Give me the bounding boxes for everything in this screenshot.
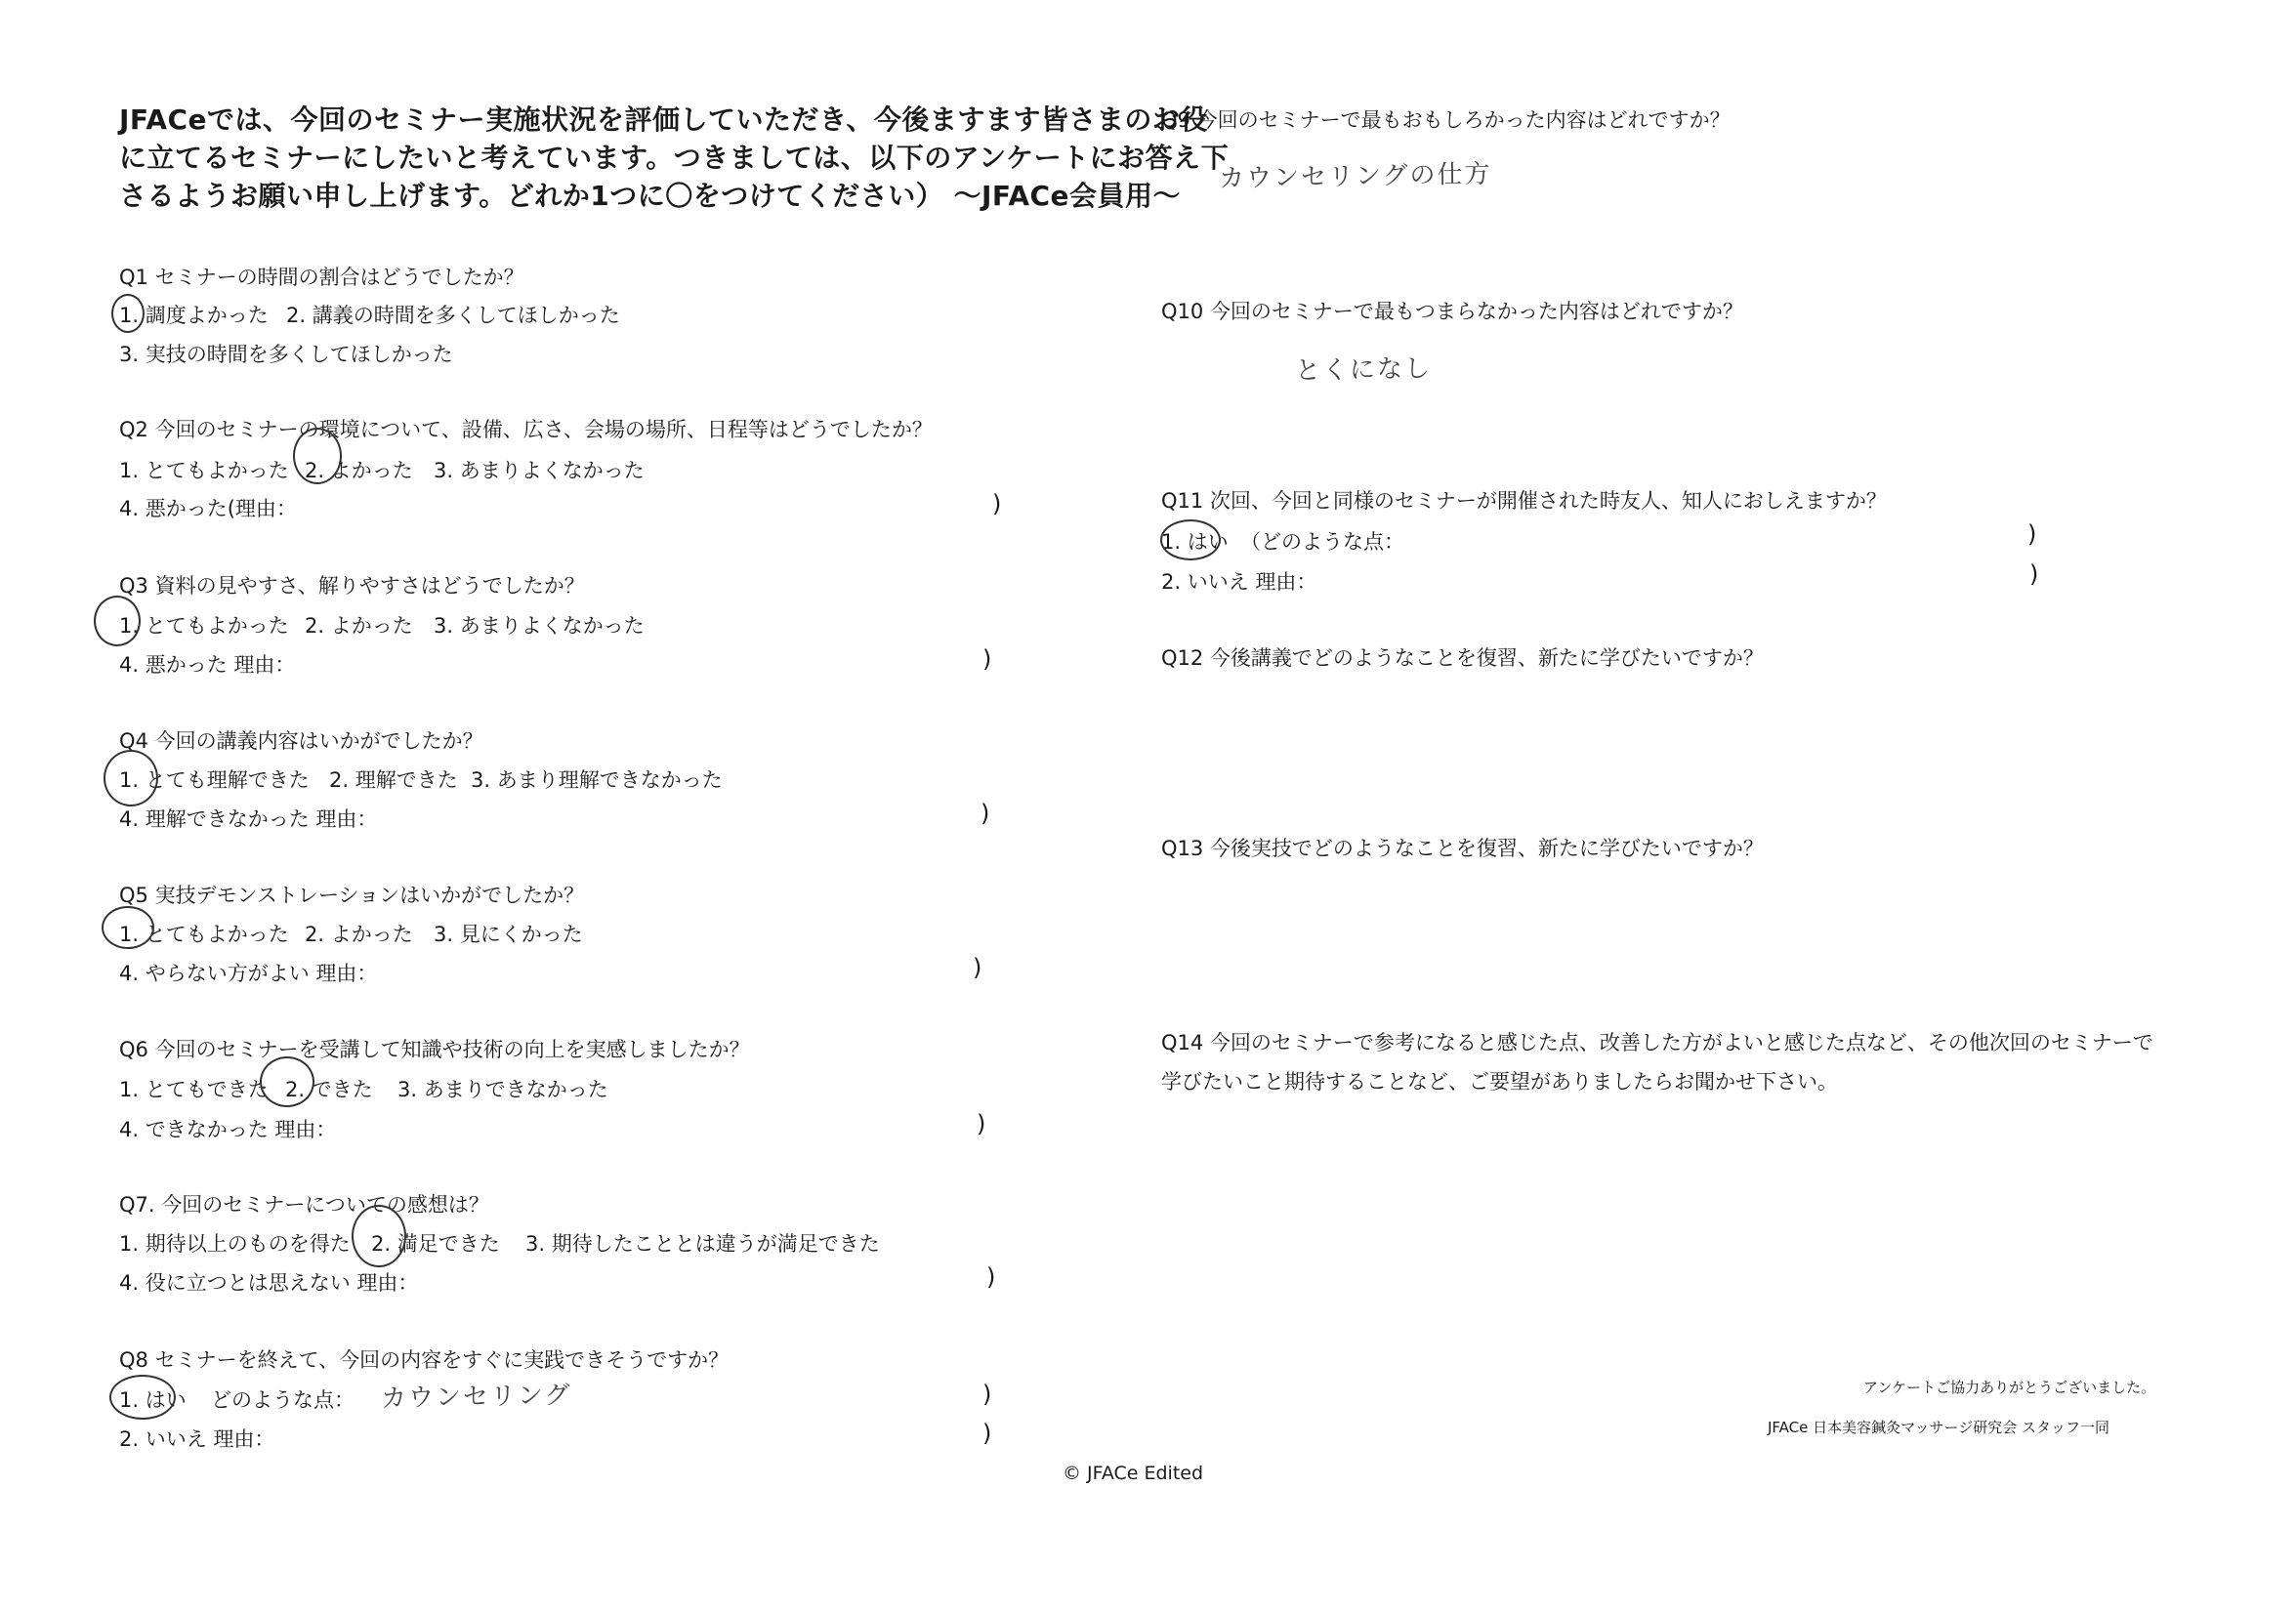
- q4-question: Q4 今回の講義内容はいかがでしたか？: [119, 729, 483, 753]
- answer-circle: [102, 906, 154, 949]
- q6-close-paren: ): [977, 1110, 986, 1137]
- intro-line-2: に立てるセミナーにしたいと考えています。つきましては、以下のアンケートにお答え下: [119, 142, 1230, 174]
- q8-option-1-detail: どのような点：: [211, 1388, 355, 1412]
- q3-close-paren: ): [982, 645, 992, 673]
- q8-close-paren-1: ): [982, 1381, 992, 1408]
- q11-close-paren-2: ): [2029, 560, 2039, 588]
- q7-option-4[interactable]: 4. 役に立つとは思えない 理由：: [119, 1271, 419, 1295]
- answer-circle: [1160, 519, 1221, 560]
- q12-question: Q12 今後講義でどのようなことを復習、新たに学びたいですか？: [1161, 646, 1764, 670]
- q9-question: Q9 今回のセミナーで最もおもしろかった内容はどれですか？: [1161, 108, 1731, 132]
- q4-close-paren: ): [981, 800, 990, 827]
- answer-circle: [352, 1205, 406, 1267]
- q13-question: Q13 今後実技でどのようなことを復習、新たに学びたいですか？: [1161, 837, 1764, 860]
- q6-option-1[interactable]: 1. とてもできた: [119, 1078, 269, 1101]
- q9-handwritten-answer: カウンセリングの仕方: [1218, 159, 1492, 194]
- q6-option-4[interactable]: 4. できなかった 理由：: [119, 1118, 337, 1141]
- answer-circle: [260, 1056, 314, 1107]
- q4-option-1[interactable]: 1. とても理解できた: [119, 768, 310, 792]
- q4-option-4[interactable]: 4. 理解できなかった 理由：: [119, 807, 378, 831]
- answer-circle: [111, 294, 145, 333]
- q6-question: Q6 今回のセミナーを受講して知識や技術の向上を実感しましたか？: [119, 1038, 750, 1061]
- q10-question: Q10 今回のセミナーで最もつまらなかった内容はどれですか？: [1161, 300, 1743, 323]
- q2-option-1[interactable]: 1. とてもよかった: [119, 459, 289, 482]
- q7-close-paren: ): [986, 1263, 996, 1291]
- q3-option-1[interactable]: 1. とてもよかった: [119, 614, 289, 638]
- q4-option-3[interactable]: 3. あまり理解できなかった: [471, 768, 723, 792]
- q5-question: Q5 実技デモンストレーションはいかがでしたか？: [119, 884, 585, 907]
- q5-option-1[interactable]: 1. とてもよかった: [119, 923, 289, 946]
- q11-option-1-detail: （どのような点：: [1240, 530, 1404, 554]
- answer-circle: [293, 428, 342, 484]
- q7-option-3[interactable]: 3. 期待したこととは違うが満足できた: [525, 1232, 880, 1256]
- q5-option-3[interactable]: 3. 見にくかった: [434, 923, 583, 946]
- q4-option-2[interactable]: 2. 理解できた: [329, 768, 458, 792]
- q3-option-4[interactable]: 4. 悪かった 理由：: [119, 653, 296, 677]
- q2-question: Q2 今回のセミナーの環境について、設備、広さ、会場の場所、日程等はどうでしたか？: [119, 418, 933, 441]
- q1-question: Q1 セミナーの時間の割合はどうでしたか？: [119, 266, 524, 289]
- q2-option-3[interactable]: 3. あまりよくなかった: [434, 459, 645, 482]
- q5-close-paren: ): [973, 954, 982, 981]
- q3-question: Q3 資料の見やすさ、解りやすさはどうでしたか？: [119, 574, 585, 598]
- q7-option-2[interactable]: 2. 満足できた: [371, 1232, 500, 1256]
- q8-close-paren-2: ): [982, 1420, 992, 1447]
- footer-org: JFACe 日本美容鍼灸マッサージ研究会 スタッフ一同: [1768, 1419, 2110, 1436]
- answer-circle: [109, 1375, 176, 1420]
- q8-option-1[interactable]: 1. はい: [119, 1388, 187, 1412]
- q8-handwritten-answer: カウンセリング: [380, 1381, 572, 1414]
- intro-text: [119, 101, 1230, 215]
- q8-option-2[interactable]: 2. いいえ 理由：: [119, 1427, 275, 1451]
- q10-handwritten-answer: とくになし: [1294, 353, 1433, 387]
- q14-question-line-1: Q14 今回のセミナーで参考になると感じた点、改善した方がよいと感じた点など、その他次回のセミナーで: [1161, 1031, 2153, 1054]
- q1-option-3[interactable]: 3. 実技の時間を多くしてほしかった: [119, 343, 453, 366]
- q3-option-3[interactable]: 3. あまりよくなかった: [434, 614, 645, 638]
- q6-option-2[interactable]: 2. できた: [285, 1078, 373, 1101]
- q14-question-line-2: 学びたいこと期待することなど、ご要望がありましたらお聞かせ下さい。: [1161, 1070, 1838, 1094]
- q7-question: Q7. 今回のセミナーについての感想は？: [119, 1193, 489, 1217]
- q11-close-paren-1: ): [2027, 520, 2037, 548]
- q8-question: Q8 セミナーを終えて、今回の内容をすぐに実践できそうですか？: [119, 1348, 730, 1372]
- intro-line-3: さるようお願い申し上げます。どれか1つに〇をつけてください） 〜JFACe会員用〜: [119, 180, 1182, 212]
- answer-circle: [94, 596, 141, 646]
- q3-option-2[interactable]: 2. よかった: [305, 614, 413, 638]
- copyright: © JFACe Edited: [1063, 1463, 1204, 1484]
- answer-circle: [104, 750, 158, 806]
- intro-line-1: JFACeでは、今回のセミナー実施状況を評価していただき、今後ますます皆さまのお役: [119, 103, 1208, 136]
- q6-option-3[interactable]: 3. あまりできなかった: [397, 1078, 608, 1101]
- q5-option-4[interactable]: 4. やらない方がよい 理由：: [119, 962, 378, 985]
- q11-option-1[interactable]: 1. はい: [1161, 530, 1229, 554]
- q1-option-2[interactable]: 2. 講義の時間を多くしてほしかった: [286, 304, 620, 327]
- q7-option-1[interactable]: 1. 期待以上のものを得た: [119, 1232, 351, 1256]
- q1-option-1[interactable]: 1. 調度よかった: [119, 304, 269, 327]
- q5-option-2[interactable]: 2. よかった: [305, 923, 413, 946]
- q11-question: Q11 次回、今回と同様のセミナーが開催された時友人、知人におしえますか？: [1161, 489, 1887, 513]
- q2-option-2[interactable]: 2. よかった: [305, 459, 413, 482]
- q11-option-2[interactable]: 2. いいえ 理由：: [1161, 570, 1317, 594]
- footer-thanks: アンケートご協力ありがとうございました。: [1863, 1379, 2156, 1396]
- q2-close-paren: ): [992, 490, 1002, 517]
- q2-option-4[interactable]: 4. 悪かった(理由：: [119, 497, 297, 520]
